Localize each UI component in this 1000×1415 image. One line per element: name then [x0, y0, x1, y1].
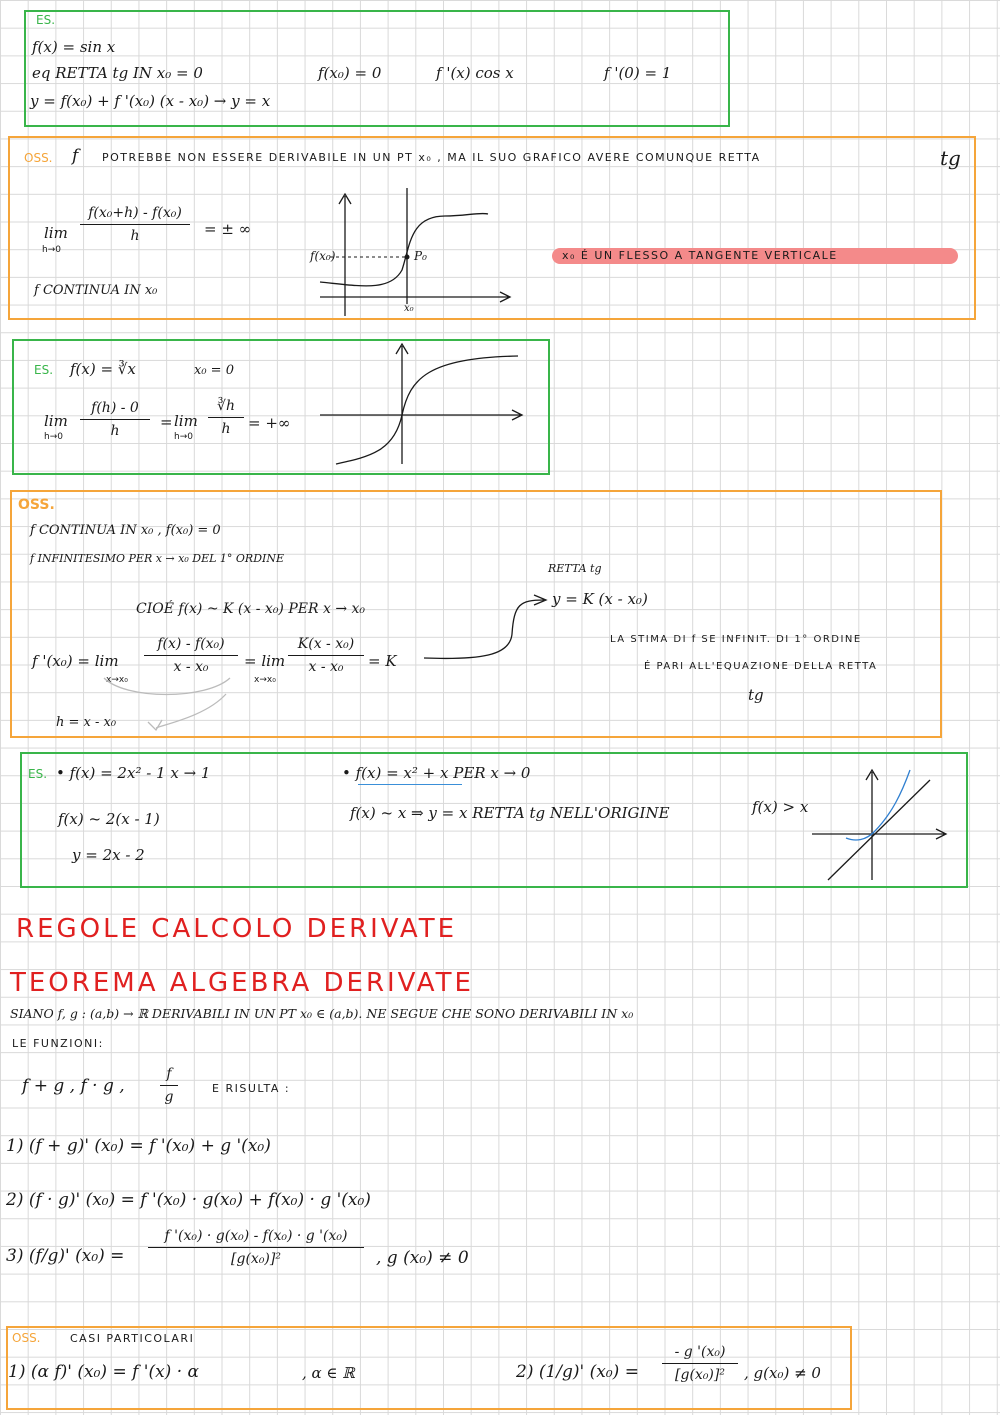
- derivative-result: = K: [368, 652, 397, 670]
- estimate-quotient: [288, 636, 364, 675]
- sum-rule: 1) (f + g)' (x₀) = f '(x₀) + g '(x₀): [6, 1136, 271, 1156]
- scalar-condition: , α ∈ ℝ: [302, 1364, 355, 1382]
- derivative-value: f '(0) = 1: [604, 64, 672, 82]
- reciprocal-numerator: - g '(x₀): [674, 1344, 726, 1360]
- reciprocal-denominator: [g(x₀)]²: [675, 1367, 725, 1383]
- function-definition-b: • f(x) = x² + x PER x → 0: [342, 764, 531, 782]
- observation-label: OSS.: [12, 1331, 41, 1345]
- estimate-quotient-numerator: K(x - x₀): [297, 636, 355, 652]
- parabola-tangent-graph: [808, 768, 948, 882]
- reciprocal-rule: 2) (1/g)' (x₀) =: [516, 1362, 639, 1382]
- example-label: ES.: [34, 363, 54, 377]
- continuity-statement: f CONTINUA IN x₀ , f(x₀) = 0: [30, 523, 221, 538]
- quotient-fraction: [160, 1066, 178, 1105]
- function-symbol: f: [72, 146, 79, 166]
- difference-quotient: [80, 205, 190, 244]
- limit-subscript: h→0: [42, 245, 61, 255]
- tangent-line-label: RETTA tg: [548, 562, 602, 575]
- arrow-to-tangent: [420, 594, 560, 664]
- difference-quotient: [144, 636, 238, 675]
- difference-quotient-numerator: f(x₀+h) - f(x₀): [88, 205, 182, 221]
- function-combinations: f + g , f · g ,: [22, 1076, 125, 1096]
- inflection-note: x₀ É UN FLESSO A TANGENTE VERTICALE: [562, 249, 838, 262]
- derivative-definition: f '(x₀) = lim: [32, 652, 119, 670]
- function-value: f(x₀) = 0: [318, 64, 382, 82]
- difference-quotient-numerator: f(h) - 0: [91, 400, 139, 416]
- theorem-functions-label: LE FUNZIONI:: [12, 1037, 104, 1050]
- quotient-numerator: f: [166, 1066, 172, 1082]
- limit-symbol-2: lim: [174, 412, 198, 430]
- quotient-rule-fraction: [148, 1228, 364, 1267]
- asymptotic-estimate-a: f(x) ~ 2(x - 1): [58, 810, 160, 828]
- function-definition: f(x) = ∛x: [70, 360, 136, 378]
- quotient-rule-numerator: f '(x₀) · g(x₀) - f(x₀) · g '(x₀): [164, 1228, 348, 1244]
- difference-quotient-denominator: h: [130, 228, 140, 244]
- theorem-title: TEOREMA ALGEBRA DERIVATE: [10, 968, 474, 998]
- quotient-rule-condition: , g (x₀) ≠ 0: [376, 1248, 469, 1268]
- limit-subscript-2: h→0: [174, 432, 193, 442]
- tangent-line-equation-label: eq RETTA tg IN x₀ = 0: [32, 64, 203, 82]
- limit-subscript: x→x₀: [106, 675, 128, 685]
- simplified-quotient: [208, 398, 244, 437]
- reciprocal-condition: , g(x₀) ≠ 0: [744, 1364, 821, 1382]
- inequality-note: f(x) > x: [752, 798, 809, 816]
- difference-quotient-denominator: x - x₀: [173, 659, 209, 675]
- estimate-note-line3: tg: [748, 686, 764, 704]
- asymptotic-estimate: CIOÉ f(x) ~ K (x - x₀) PER x → x₀: [136, 601, 366, 617]
- limit-subscript-2: x→x₀: [254, 675, 276, 685]
- observation-label: OSS.: [18, 497, 55, 513]
- underline-highlight: [358, 784, 462, 785]
- tangent-line-equation: y = K (x - x₀): [552, 590, 648, 608]
- limit-result: = +∞: [248, 414, 291, 432]
- continuity-statement: f CONTINUA IN x₀: [34, 283, 158, 298]
- limit-subscript: h→0: [44, 432, 63, 442]
- substitution-note: h = x - x₀: [56, 715, 117, 730]
- example-label: ES.: [36, 13, 56, 27]
- graph-point-label: P₀: [414, 249, 427, 263]
- section-title: REGOLE CALCOLO DERIVATE: [16, 914, 457, 944]
- scalar-multiple-rule: 1) (α f)' (x₀) = f '(x) · α: [8, 1362, 200, 1382]
- limit-symbol: lim: [44, 412, 68, 430]
- result-intro: E RISULTA :: [212, 1082, 291, 1095]
- limit-symbol-2: = lim: [244, 652, 286, 670]
- tangent-line-result: y = f(x₀) + f '(x₀) (x - x₀) → y = x: [30, 92, 271, 110]
- example-label: ES.: [28, 767, 48, 781]
- estimate-note-line1: LA STIMA DI f SE INFINIT. DI 1° ORDINE: [610, 634, 862, 645]
- difference-quotient-numerator: f(x) - f(x₀): [157, 636, 225, 652]
- quotient-rule: 3) (f/g)' (x₀) =: [6, 1246, 125, 1266]
- substitution-arrow: [96, 676, 256, 736]
- function-definition: f(x) = sin x: [32, 38, 116, 56]
- tangent-abbrev: tg: [940, 146, 961, 170]
- estimate-note-line2: É PARI ALL'EQUAZIONE DELLA RETTA: [644, 661, 878, 672]
- observation-text: POTREBBE NON ESSERE DERIVABILE IN UN PT x₀ , MA IL SUO GRAFICO AVERE COMUNQUE RETTA: [102, 151, 761, 164]
- derivative-formula: f '(x) cos x: [436, 64, 514, 82]
- equals-sign: =: [160, 413, 173, 431]
- simplified-quotient-numerator: ∛h: [217, 398, 235, 414]
- limit-symbol: lim: [44, 224, 68, 242]
- simplified-quotient-denominator: h: [221, 421, 231, 437]
- observation-label: OSS.: [24, 151, 53, 165]
- graph-x-label: x₀: [404, 303, 414, 314]
- theorem-hypothesis: SIANO f, g : (a,b) → ℝ DERIVABILI IN UN PT x₀ ∈ (a,b). NE SEGUE CHE SONO DERIVABILI IN x₀: [10, 1006, 634, 1021]
- estimate-quotient-denominator: x - x₀: [308, 659, 344, 675]
- asymptotic-estimate-b: f(x) ~ x ⇒ y = x RETTA tg NELL'ORIGINE: [350, 804, 670, 822]
- tangent-line-a: y = 2x - 2: [72, 846, 145, 864]
- quotient-rule-denominator: [g(x₀)]²: [231, 1251, 281, 1267]
- infinitesimal-statement: f INFINITESIMO PER x → x₀ DEL 1° ORDINE: [30, 552, 285, 565]
- special-cases-title: CASI PARTICOLARI: [70, 1332, 195, 1345]
- limit-result: = ± ∞: [204, 220, 252, 238]
- product-rule: 2) (f · g)' (x₀) = f '(x₀) · g(x₀) + f(x₀) · g '(x₀): [6, 1190, 371, 1210]
- cube-root-graph: [318, 342, 528, 466]
- function-definition-a: • f(x) = 2x² - 1 x → 1: [56, 764, 211, 782]
- difference-quotient-denominator: h: [110, 423, 120, 439]
- quotient-denominator: g: [164, 1089, 174, 1105]
- point-definition: x₀ = 0: [194, 363, 234, 378]
- graph-y-label: f(x₀): [310, 249, 336, 263]
- reciprocal-fraction: [662, 1344, 738, 1383]
- difference-quotient: [80, 400, 150, 439]
